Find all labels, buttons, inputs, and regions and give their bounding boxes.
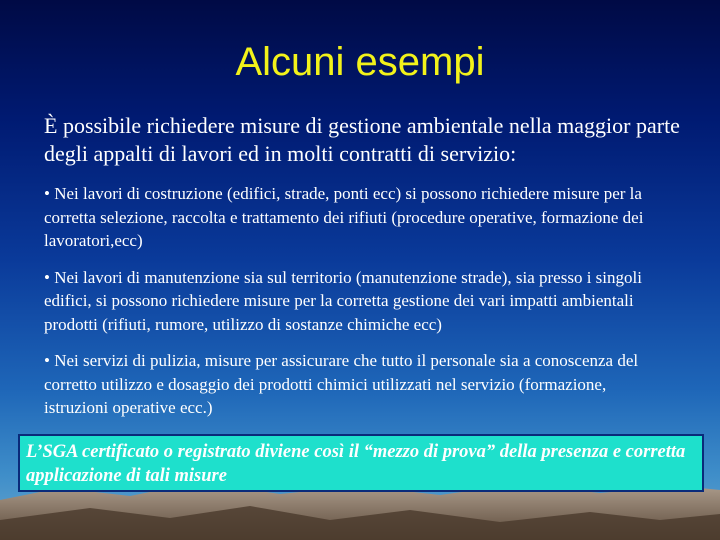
bullet-maintenance: • Nei lavori di manutenzione sia sul territorio (manutenzione strade), sia presso i singoli edifici, si possono richiedere misure per la corretta gestione dei vari impatti ambientali prodotti (rifiuti, rumore, utilizzo di sostanze chimiche ecc) [44, 267, 642, 334]
bullet-construction: • Nei lavori di costruzione (edifici, strade, ponti ecc) si possono richiedere misure per la corretta selezione, raccolta e trattamento dei rifiuti (procedure operative, formazione dei lavoratori,ecc) [44, 184, 644, 250]
callout-box: L’SGA certificato o registrato diviene così il “mezzo di prova” della presenza e corretta applicazione di tali misure [18, 434, 704, 492]
slide-title: Alcuni esempi [235, 40, 485, 84]
bullet-list [44, 182, 674, 433]
bullet-cleaning: • Nei servizi di pulizia, misure per assicurare che tutto il personale sia a conoscenza del corretto utilizzo e dosaggio dei prodotti chimici utilizzati nel servizio (formazione, istruzioni operative ecc.) [44, 351, 639, 417]
intro-text: È possibile richiedere misure di gestione ambientale nella maggior parte degli appalti di lavori ed in molti contratti di servizio: [44, 113, 680, 166]
